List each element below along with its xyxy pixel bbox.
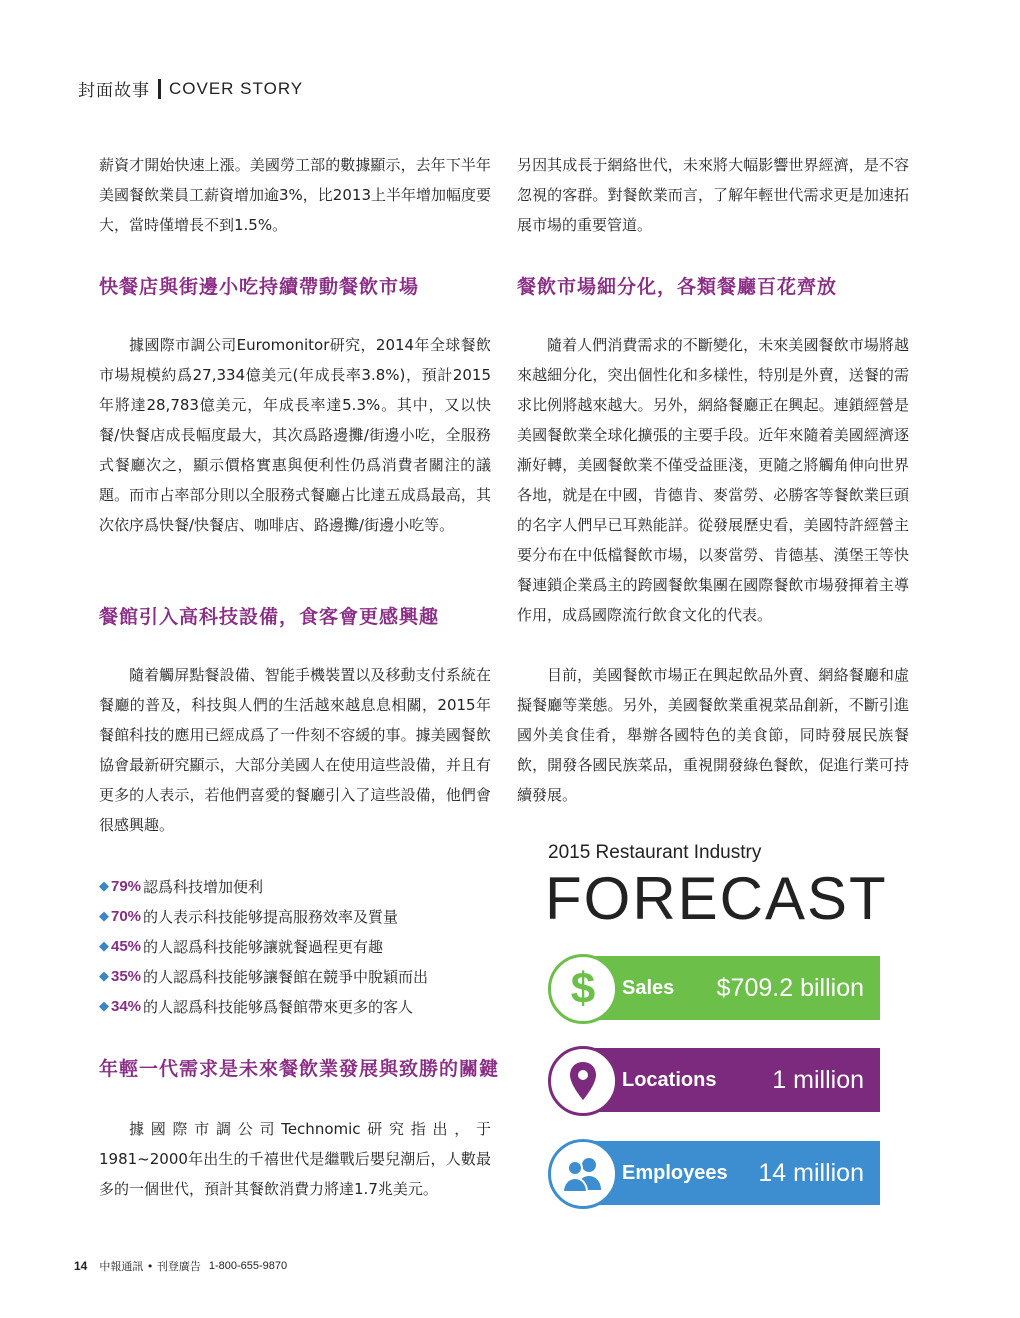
bullet-percent: 70% (111, 908, 142, 925)
col2-paragraph-1: 隨着人們消費需求的不斷變化，未來美國餐飲市場將越來越細分化，突出個性化和多樣性，特別是外賣，送餐的需求比例將越來越大。另外，網絡餐廳正在興起。連鎖經營是美國餐飲業全球化擴張的主要手段。近年來隨着美國經濟逐漸好轉，美國餐飲業不僅受益匪淺，更隨之將觸角伸向世界各地，就是在中國，肯德肯、麥當勞、必勝客等餐飲業巨頭的名字人們早已耳熟能詳。從發展歷史看，美國特許經營主要分布在中低檔餐飲市場，以麥當勞、肯德基、漢堡王等快餐連鎖企業爲主的跨國餐飲集團在國際餐飲市場發揮着主導作用，成爲國際流行飲食文化的代表。 (517, 336, 909, 624)
col1-paragraph-3: 據國際市調公司Technomic研究指出，于1981~2000年出生的千禧世代是繼戰后嬰兒潮后，人數最多的一個世代，預計其餐飲消費力將達1.7兆美元。 (99, 1120, 491, 1198)
stat-label: Employees (622, 1162, 728, 1184)
location-pin-icon (548, 1046, 618, 1116)
survey-bullet-list (99, 872, 428, 1022)
publication-name: 中報通訊 • 刊登廣告 (99, 1260, 201, 1273)
col1-paragraph-0: 薪資才開始快速上漲。美國勞工部的數據顯示，去年下半年美國餐飲業員工薪資增加逾3%，比2013上半年增加幅度要大，當時僅增長不到1.5%。 (99, 156, 491, 234)
diamond-icon: ◆ (99, 909, 109, 924)
stat-label: Sales (622, 977, 675, 999)
heading-market-segmentation: 餐飲市場細分化，各類餐廳百花齊放 (517, 276, 838, 298)
diamond-icon: ◆ (99, 879, 109, 894)
stat-locations (548, 1048, 880, 1112)
list-item (99, 902, 428, 932)
footer-phone: 1-800-655-9870 (208, 1260, 288, 1272)
bullet-percent: 79% (111, 878, 142, 895)
heading-fast-food: 快餐店與街邊小吃持續帶動餐飲市場 (99, 276, 420, 298)
bullet-text: 的人認爲科技能够爲餐館帶來更多的客人 (143, 998, 414, 1016)
stat-value: $709.2 billion (716, 974, 864, 1002)
section-header (78, 76, 303, 101)
list-item (99, 932, 428, 962)
col2-paragraph-0: 另因其成長于網絡世代，未來將大幅影響世界經濟，是不容忽視的客群。對餐飲業而言，了解年輕世代需求更是加速拓展市場的重要管道。 (517, 156, 909, 234)
stat-employees (548, 1141, 880, 1205)
col2-paragraph-2: 目前，美國餐飲市場正在興起飲品外賣、網絡餐廳和虛擬餐廳等業態。另外，美國餐飲業重視菜品創新，不斷引進國外美食佳肴，舉辦各國特色的美食節，同時發展民族餐飲，開發各國民族菜品，重視開發綠色餐飲，促進行業可持續發展。 (517, 666, 909, 804)
stat-sales (548, 956, 880, 1020)
forecast-heading: FORECAST (545, 865, 888, 932)
list-item (99, 872, 428, 902)
bullet-text: 的人認爲科技能够讓餐館在競爭中脫穎而出 (143, 968, 429, 986)
col1-paragraph-2: 隨着觸屏點餐設備、智能手機裝置以及移動支付系統在餐廳的普及，科技與人們的生活越來越息息相關，2015年餐館科技的應用已經成爲了一件刻不容緩的事。據美國餐飲協會最新研究顯示，大部分美國人在使用這些設備，并且有更多的人表示，若他們喜愛的餐廳引入了這些設備，他們會很感興趣。 (99, 666, 491, 834)
bullet-text: 的人認爲科技能够讓就餐過程更有趣 (143, 938, 384, 956)
stat-value: 14 million (758, 1159, 864, 1187)
section-label-en: COVER STORY (169, 78, 304, 98)
list-item (99, 962, 428, 992)
page-footer (74, 1258, 287, 1274)
heading-young-generation: 年輕一代需求是未來餐飲業發展與致勝的關鍵 (99, 1058, 500, 1080)
col1-paragraph-1: 據國際市調公司Euromonitor研究，2014年全球餐飲市場規模約爲27,334億美元(年成長率3.8%)，預計2015年將達28,783億美元，年成長率達5.3%。其中，又以快餐/快餐店成長幅度最大，其次爲路邊攤/街邊小吃，全服務式餐廳次之，顯示價格實惠與便利性仍爲消費者關注的議題。而市占率部分則以全服務式餐廳占比達五成爲最高，其次依序爲快餐/快餐店、咖啡店、路邊攤/街邊小吃等。 (99, 336, 491, 534)
header-divider (158, 79, 161, 99)
heading-hightech: 餐館引入高科技設備，食客會更感興趣 (99, 606, 440, 628)
people-icon (548, 1139, 618, 1209)
stat-label: Locations (622, 1069, 717, 1091)
dollar-icon: $ (548, 954, 618, 1024)
bullet-text: 的人表示科技能够提高服務效率及質量 (143, 908, 399, 926)
diamond-icon: ◆ (99, 969, 109, 984)
page-number: 14 (74, 1259, 88, 1273)
bullet-text: 認爲科技增加便利 (143, 878, 264, 896)
diamond-icon: ◆ (99, 939, 109, 954)
bullet-percent: 45% (111, 938, 142, 955)
stat-value: 1 million (772, 1066, 864, 1094)
forecast-title: 2015 Restaurant Industry (548, 842, 762, 863)
list-item (99, 992, 428, 1022)
section-label-zh: 封面故事 (78, 81, 150, 101)
bullet-percent: 35% (111, 968, 142, 985)
bullet-percent: 34% (111, 998, 142, 1015)
diamond-icon: ◆ (99, 999, 109, 1014)
